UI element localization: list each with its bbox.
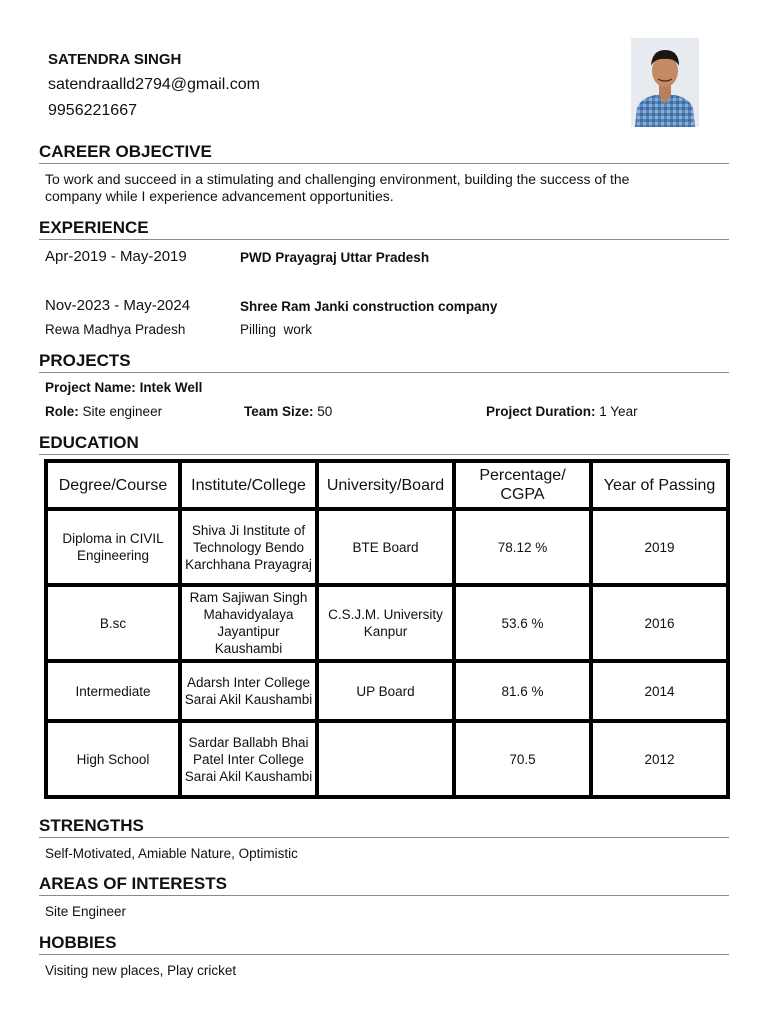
table-cell: 70.5 bbox=[454, 721, 591, 797]
section-divider bbox=[39, 163, 729, 164]
table-cell: Diploma in CIVIL Engineering bbox=[46, 509, 180, 585]
project-role-label: Role: bbox=[45, 404, 79, 419]
experience-company: Shree Ram Janki construction company bbox=[240, 299, 498, 314]
section-title-projects: PROJECTS bbox=[39, 351, 131, 370]
candidate-name: SATENDRA SINGH bbox=[48, 51, 182, 68]
project-name-row bbox=[45, 380, 202, 395]
section-title-interests: AREAS OF INTERESTS bbox=[39, 874, 227, 893]
table-cell: C.S.J.M. University Kanpur bbox=[317, 585, 454, 661]
project-name-label: Project Name: bbox=[45, 380, 136, 395]
profile-photo bbox=[631, 38, 699, 127]
section-divider bbox=[39, 954, 729, 955]
section-title-education: EDUCATION bbox=[39, 433, 139, 452]
section-divider bbox=[39, 454, 729, 455]
table-cell: UP Board bbox=[317, 661, 454, 721]
column-header-degree: Degree/Course bbox=[46, 461, 180, 509]
career-objective-text-line2: company while I experience advancement opportunities. bbox=[45, 188, 394, 204]
person-portrait-icon bbox=[631, 38, 699, 127]
phone-number: 9956221667 bbox=[48, 102, 137, 119]
table-cell: BTE Board bbox=[317, 509, 454, 585]
project-name-value: Intek Well bbox=[139, 380, 203, 395]
column-header-institute: Institute/College bbox=[180, 461, 317, 509]
table-row bbox=[46, 661, 728, 721]
section-divider bbox=[39, 837, 729, 838]
table-cell: 2019 bbox=[591, 509, 728, 585]
project-team-value: 50 bbox=[317, 404, 333, 419]
experience-role: Pilling work bbox=[240, 322, 313, 337]
section-title-hobbies: HOBBIES bbox=[39, 933, 117, 952]
project-duration-value: 1 Year bbox=[599, 404, 638, 419]
education-table bbox=[44, 459, 730, 799]
project-team-row bbox=[244, 404, 332, 419]
table-cell: 2016 bbox=[591, 585, 728, 661]
section-divider bbox=[39, 372, 729, 373]
table-cell: Intermediate bbox=[46, 661, 180, 721]
column-header-year: Year of Passing bbox=[591, 461, 728, 509]
section-divider bbox=[39, 239, 729, 240]
column-header-university: University/Board bbox=[317, 461, 454, 509]
section-divider bbox=[39, 895, 729, 896]
experience-period: Apr-2019 - May-2019 bbox=[45, 248, 187, 265]
table-cell: Ram Sajiwan Singh Mahavidyalaya Jayantipur Kaushambi bbox=[180, 585, 317, 661]
table-cell: Shiva Ji Institute of Technology Bendo Karchhana Prayagraj bbox=[180, 509, 317, 585]
table-cell: 53.6 % bbox=[454, 585, 591, 661]
table-cell: 78.12 % bbox=[454, 509, 591, 585]
table-cell: Adarsh Inter College Sarai Akil Kaushambi bbox=[180, 661, 317, 721]
table-cell: 2012 bbox=[591, 721, 728, 797]
section-title-strengths: STRENGTHS bbox=[39, 816, 144, 835]
section-title-experience: EXPERIENCE bbox=[39, 218, 149, 237]
column-header-percentage: Percentage/ CGPA bbox=[454, 461, 591, 509]
table-cell bbox=[317, 721, 454, 797]
table-cell: Sardar Ballabh Bhai Patel Inter College Sarai Akil Kaushambi bbox=[180, 721, 317, 797]
table-header-row bbox=[46, 461, 728, 509]
career-objective-text-line1: To work and succeed in a stimulating and challenging environment, building the success of the bbox=[45, 171, 630, 187]
table-cell: 2014 bbox=[591, 661, 728, 721]
project-duration-row bbox=[486, 404, 638, 419]
interests-text: Site Engineer bbox=[45, 904, 127, 919]
section-title-career-objective: CAREER OBJECTIVE bbox=[39, 142, 212, 161]
table-cell: B.sc bbox=[46, 585, 180, 661]
table-row bbox=[46, 509, 728, 585]
project-role-row bbox=[45, 404, 162, 419]
experience-location: Rewa Madhya Pradesh bbox=[45, 322, 186, 337]
table-row bbox=[46, 585, 728, 661]
table-cell: High School bbox=[46, 721, 180, 797]
email-address: satendraalld2794@gmail.com bbox=[48, 76, 260, 93]
project-team-label: Team Size: bbox=[244, 404, 314, 419]
experience-period: Nov-2023 - May-2024 bbox=[45, 297, 191, 314]
table-row bbox=[46, 721, 728, 797]
project-role-value: Site engineer bbox=[82, 404, 163, 419]
hobbies-text: Visiting new places, Play cricket bbox=[45, 963, 237, 978]
strengths-text: Self-Motivated, Amiable Nature, Optimistic bbox=[45, 846, 298, 861]
table-cell: 81.6 % bbox=[454, 661, 591, 721]
project-duration-label: Project Duration: bbox=[486, 404, 596, 419]
experience-company: PWD Prayagraj Uttar Pradesh bbox=[240, 250, 430, 265]
